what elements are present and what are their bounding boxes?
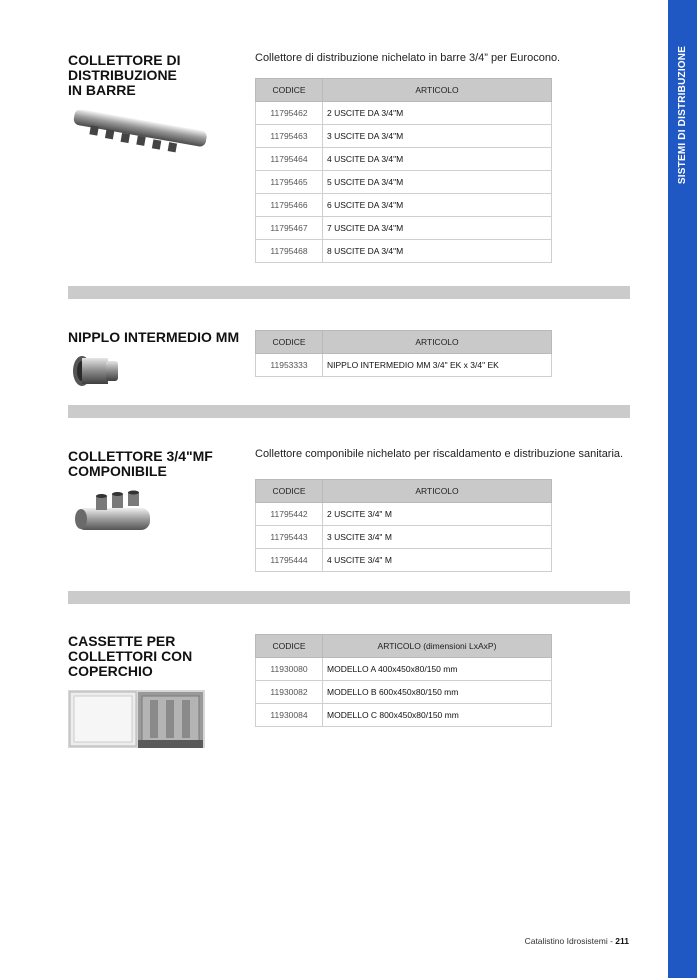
manifold-cabinet-image: [68, 690, 205, 748]
sidebar-band: [668, 0, 697, 978]
section-title-collettore-barre: COLLETTORE DI DISTRIBUZIONE IN BARRE: [68, 52, 181, 98]
table-row: [256, 102, 552, 125]
table-row: [256, 194, 552, 217]
cell-code: 11795442: [256, 503, 323, 526]
section-title-cassette: CASSETTE PER COLLETTORI CON COPERCHIO: [68, 633, 193, 679]
modular-manifold-image: [72, 490, 154, 542]
cell-article: 5 USCITE DA 3/4"M: [323, 171, 552, 194]
section-description-collettore-componibile: Collettore componibile nichelato per riscaldamento e distribuzione sanitaria.: [255, 448, 624, 460]
section-title-collettore-componibile: COLLETTORE 3/4"MF COMPONIBILE: [68, 448, 213, 479]
table-header-row: [256, 331, 552, 354]
table-row: [256, 549, 552, 572]
cell-article: 8 USCITE DA 3/4"M: [323, 240, 552, 263]
product-table-cassette: [255, 634, 552, 727]
table-header-row: [256, 79, 552, 102]
cell-article: 6 USCITE DA 3/4"M: [323, 194, 552, 217]
table-row: [256, 526, 552, 549]
section-description-collettore-barre: Collettore di distribuzione nichelato in barre 3/4” per Eurocono.: [255, 52, 561, 64]
table-row: [256, 240, 552, 263]
table-row: [256, 125, 552, 148]
manifold-bar-image: [68, 110, 212, 172]
section-divider: [68, 286, 630, 299]
table-row: [256, 681, 552, 704]
cell-article: MODELLO C 800x450x80/150 mm: [323, 704, 552, 727]
cell-article: MODELLO A 400x450x80/150 mm: [323, 658, 552, 681]
section-title-nipplo: NIPPLO INTERMEDIO MM: [68, 329, 240, 345]
cell-code: 11795443: [256, 526, 323, 549]
section-divider: [68, 405, 630, 418]
nipple-fitting-image: [70, 352, 122, 390]
column-header-code: CODICE: [256, 635, 323, 658]
cell-code: 11795463: [256, 125, 323, 148]
cell-article: 3 USCITE 3/4" M: [323, 526, 552, 549]
cell-code: 11795466: [256, 194, 323, 217]
cell-code: 11795468: [256, 240, 323, 263]
table-row: [256, 148, 552, 171]
cell-code: 11795462: [256, 102, 323, 125]
cell-article: NIPPLO INTERMEDIO MM 3/4" EK x 3/4" EK: [323, 354, 552, 377]
cell-article: 3 USCITE DA 3/4"M: [323, 125, 552, 148]
column-header-code: CODICE: [256, 79, 323, 102]
cell-article: 4 USCITE DA 3/4"M: [323, 148, 552, 171]
cell-article: 2 USCITE DA 3/4"M: [323, 102, 552, 125]
product-table-collettore-barre: [255, 78, 552, 263]
table-row: [256, 658, 552, 681]
cell-article: 4 USCITE 3/4" M: [323, 549, 552, 572]
cell-code: 11795444: [256, 549, 323, 572]
table-header-row: [256, 635, 552, 658]
table-row: [256, 704, 552, 727]
table-row: [256, 217, 552, 240]
cell-code: 11795465: [256, 171, 323, 194]
cell-code: 11930082: [256, 681, 323, 704]
cell-article: 2 USCITE 3/4" M: [323, 503, 552, 526]
column-header-article: ARTICOLO: [323, 79, 552, 102]
cell-article: 7 USCITE DA 3/4"M: [323, 217, 552, 240]
cell-code: 11795467: [256, 217, 323, 240]
product-table-nipplo: [255, 330, 552, 377]
table-header-row: [256, 480, 552, 503]
column-header-article: ARTICOLO: [323, 331, 552, 354]
column-header-code: CODICE: [256, 331, 323, 354]
column-header-code: CODICE: [256, 480, 323, 503]
section-divider: [68, 591, 630, 604]
cell-code: 11930080: [256, 658, 323, 681]
page-number: 211: [615, 936, 629, 946]
sidebar-label: SISTEMI DI DISTRIBUZIONE: [677, 45, 688, 185]
table-row: [256, 503, 552, 526]
column-header-article: ARTICOLO: [323, 480, 552, 503]
cell-code: 11930084: [256, 704, 323, 727]
table-row: [256, 354, 552, 377]
cell-article: MODELLO B 600x450x80/150 mm: [323, 681, 552, 704]
product-table-collettore-componibile: [255, 479, 552, 572]
table-row: [256, 171, 552, 194]
cell-code: 11795464: [256, 148, 323, 171]
footer-catalog-name: Catalistino Idrosistemi -: [524, 936, 616, 946]
column-header-article: ARTICOLO (dimensioni LxAxP): [323, 635, 552, 658]
page-footer: [525, 936, 629, 946]
cell-code: 11953333: [256, 354, 323, 377]
